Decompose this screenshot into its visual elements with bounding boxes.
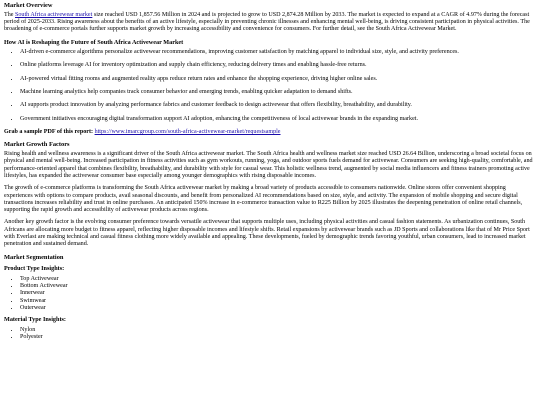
list-item: • Polyester	[20, 334, 536, 341]
market-overview-paragraph	[4, 12, 536, 34]
list-item: • Innerwear	[20, 290, 536, 297]
list-item: • Top Activewear	[20, 276, 536, 283]
activewear-market-link[interactable]: South Africa activewear market	[15, 11, 93, 18]
list-item: • Government initiatives encouraging digital transformation support AI adoption, enhancing the competitiveness of local activewear brands in the expanding market.	[20, 116, 536, 123]
list-item: • Machine learning analytics help companies track consumer behavior and emerging trends, enabling quicker adaptation to demand shifts.	[20, 89, 536, 96]
ai-impact-list	[4, 49, 536, 123]
segmentation-heading: Market Segmentation	[4, 253, 64, 261]
sample-request-line	[4, 129, 536, 136]
list-item: • Online platforms leverage AI for inventory optimization and supply chain efficiency, reducing delivery times and enabling hassle-free returns.	[20, 62, 536, 69]
sample-label: Grab a sample PDF of this report:	[4, 128, 94, 135]
list-item: • Outerwear	[20, 305, 536, 312]
product-type-list	[4, 276, 536, 313]
overview-text-start: The	[4, 11, 15, 18]
sample-request-link[interactable]: https://www.imarcgroup.com/south-africa-activewear-market/requestsample	[94, 128, 281, 135]
market-overview-heading: Market Overview	[4, 2, 53, 9]
growth-paragraph-consumer: Another key growth factor is the evolving consumer preference towards versatile activewear that supports multiple uses, including physical activities and casual fashion statements. As urbanization continues, South Africans are allocating more budget to fitness apparel, reflecting higher disposable incomes and lifestyle shifts. Retail expansions by activewear brands such as JD Sports and collaborations like that of Mr Price Sport with Everlast are making technical and casual fitness clothing more widely available and appealing. These developments, fueled by demographic trends favoring youthful, urban consumers, lead to increased market penetration and sustained demand.	[4, 219, 530, 248]
list-item: • Bottom Activewear	[20, 283, 536, 290]
overview-text-rest: size reached USD 1,857.56 Million in 2024 and is projected to grow to USD 2,874.28 Million by 2033. The market is expected to expand at a CAGR of 4.97% during the forecast period of 2025-2033. Rising awareness about the benefits of an active lifestyle, especially in preventing chronic illnesses and enhancing mental well-being, is driving consistent participation in physical activities. The broadening of e-commerce portals further supports market growth by increasing accessibility and convenience for consumers. For further detail, see the South Africa Activewear Market.	[4, 11, 530, 33]
material-type-heading: Material Type Insights:	[4, 316, 66, 324]
growth-paragraph-health: Rising health and wellness awareness is a significant driver of the South Africa activewear market. The South Africa health and wellness market size reached USD 26.64 Billion, underscoring a broad societal focus on physical and mental well-being. Increased participation in fitness activities such as gym workouts, running, yoga, and outdoor sports fuels demand for activewear. Consumers are seeking high-quality, comfortable, and performance-oriented apparel that combines flexibility, breathability, and durability with style for casual wear. This holistic wellness trend, augmented by social media influencers and fitness trainers promoting active lifestyles, has expanded the activewear consumer base especially among younger demographics with rising disposable incomes.	[4, 150, 533, 179]
list-item: • Swimwear	[20, 298, 536, 305]
list-item: • Nylon	[20, 327, 536, 334]
ai-section-heading: How AI is Reshaping the Future of South Africa Activewear Market	[4, 38, 184, 46]
list-item: • AI-driven e-commerce algorithms personalize activewear recommendations, improving customer satisfaction by matching apparel to individual size, style, and activity preferences.	[20, 49, 536, 56]
material-type-list	[4, 327, 536, 342]
list-item: • AI supports product innovation by analyzing performance fabrics and customer feedback to design activewear that offers flexibility, breathability, and durability.	[20, 102, 536, 109]
growth-factors-heading: Market Growth Factors	[4, 141, 70, 149]
growth-paragraph-ecommerce: The growth of e-commerce platforms is transforming the South Africa activewear market by making a broad variety of products accessible to consumers nationwide. Online stores offer convenient shopping experiences with options to compare products, avail seasonal discounts, and benefit from personalized AI recommendations based on size, style, and activity. The expansion of mobile shopping and secure digital transactions increases reliability and trust in online purchases. An anticipated 150% increase in e-commerce transaction value to R225 Billion by 2025 illustrates the deepening penetration of online retail channels, supporting the rapid growth and accessibility of activewear products across regions.	[4, 185, 523, 214]
product-type-heading: Product Type Insights:	[4, 265, 65, 273]
list-item: • AI-powered virtual fitting rooms and augmented reality apps reduce return rates and enhance the shopping experience, driving higher online sales.	[20, 76, 536, 83]
